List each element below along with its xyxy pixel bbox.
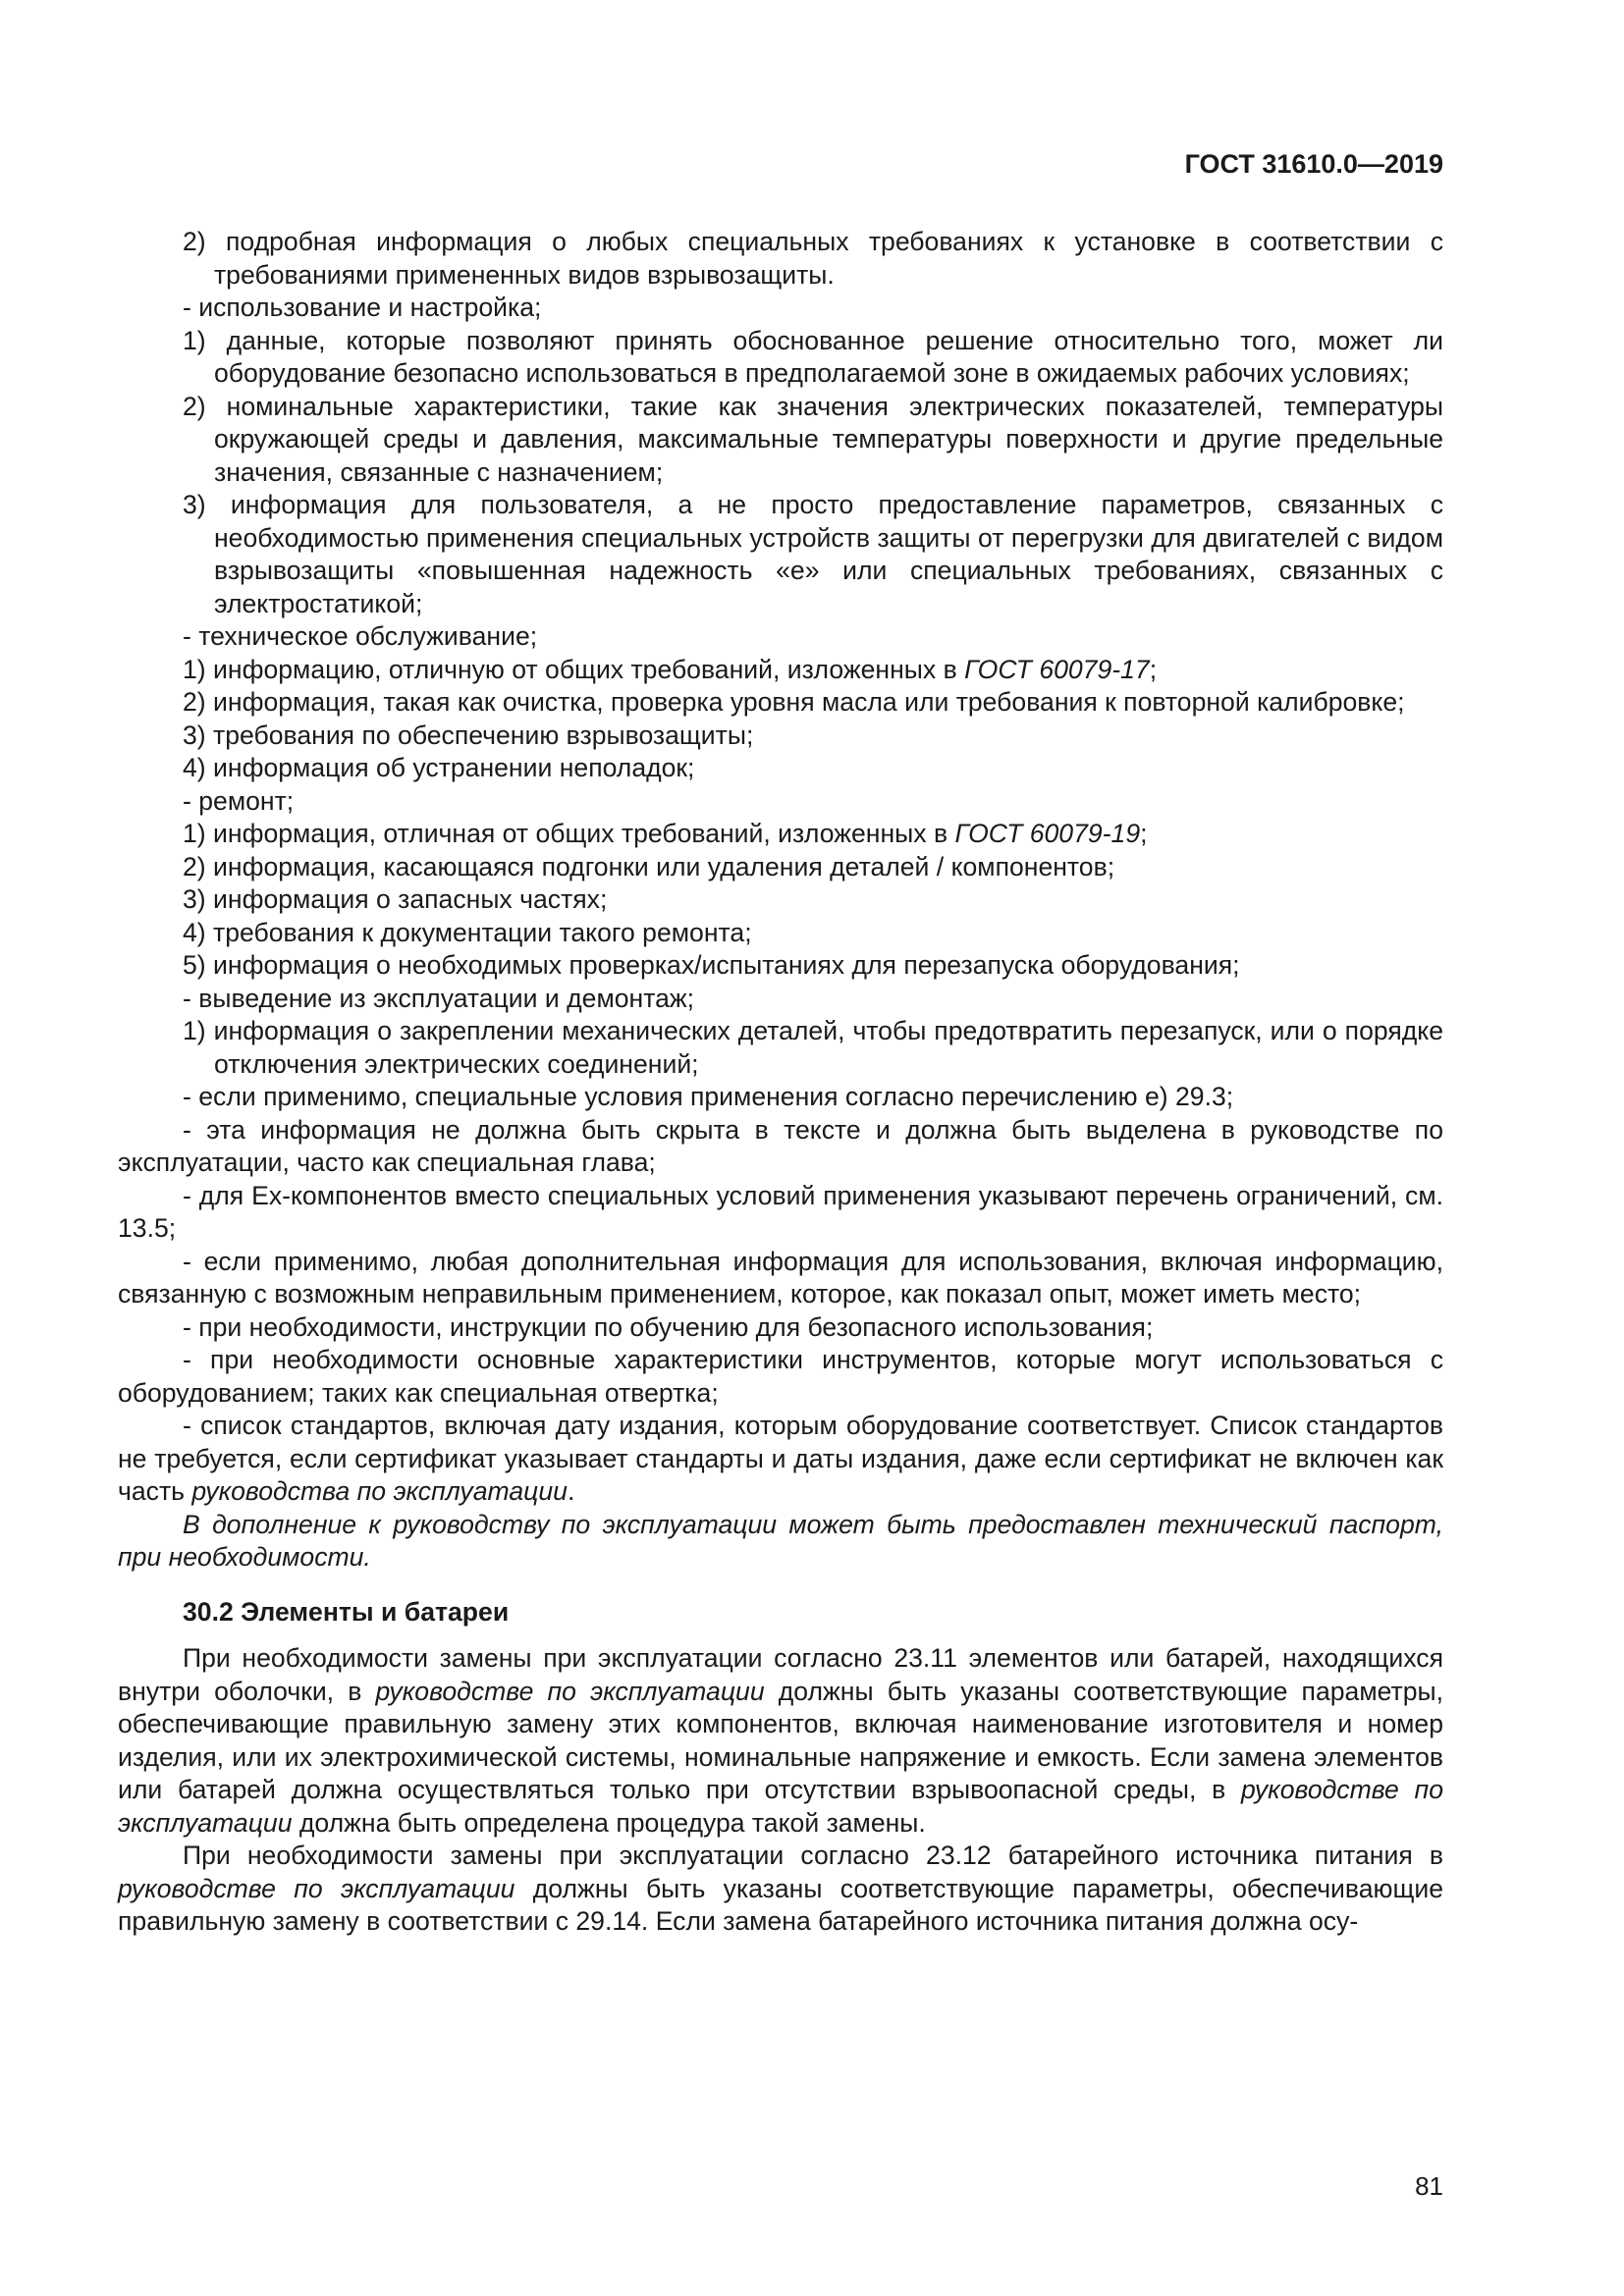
- italic-term: руководстве по эксплуатации: [118, 1775, 1443, 1838]
- italic-note: [118, 1509, 1443, 1575]
- list-item: 1) данные, которые позволяют принять обоснованное решение относительно того, может ли оборудование безопасно использоваться в предполагаемой зоне в ожидаемых рабочих условиях;: [183, 325, 1443, 388]
- standard-reference: ГОСТ 60079-17: [964, 654, 1150, 684]
- text-run: должна быть определена процедура такой замены.: [292, 1807, 926, 1838]
- list-item: 1) информация о закреплении механических деталей, чтобы предотвратить перезапуск, или о порядке отключения электрических соединений;: [183, 1016, 1443, 1079]
- list-item: - если применимо, любая дополнительная информация для использования, включая информацию, связанную с возможным неправильным применением, которое, как показал опыт, может иметь место;: [118, 1246, 1443, 1308]
- list-item: 4) информация об устранении неполадок;: [183, 753, 695, 782]
- list-item: 3) информация о запасных частях;: [183, 884, 608, 914]
- text-run: 1) информацию, отличную от общих требований, изложенных в: [183, 654, 965, 684]
- text-run: ;: [1149, 654, 1158, 684]
- list-item: - использование и настройка;: [183, 293, 542, 322]
- list-item: - если применимо, специальные условия применения согласно перечислению е) 29.3;: [183, 1082, 1234, 1111]
- text-run: При необходимости замены при эксплуатации согласно 23.12 батарейного источника питания в: [183, 1841, 1443, 1870]
- italic-note-text: В дополнение к руководству по эксплуатации может быть предоставлен технический паспорт, при необходимости.: [118, 1509, 1443, 1572]
- document-body: [118, 226, 1443, 1939]
- list-item: - при необходимости основные характеристики инструментов, которые могут использоваться с оборудованием; таких как специальная отвертка;: [118, 1345, 1443, 1408]
- document-header: ГОСТ 31610.0—2019: [1184, 149, 1443, 179]
- section-heading: 30.2 Элементы и батареи: [183, 1596, 510, 1627]
- text-run: - список стандартов, включая дату издания, которым оборудование соответствует. Список стандартов не требуется, если сертификат указывает стандарты и даты издания, даже если сертификат не включен как часть: [118, 1411, 1443, 1506]
- standard-reference: ГОСТ 60079-19: [954, 819, 1141, 848]
- italic-term: руководства по эксплуатации: [191, 1476, 568, 1506]
- list-item: 3) информация для пользователя, а не просто предоставление параметров, связанных с необходимостью применения специальных устройств защиты от перегрузки для двигателей с видом взрывозащиты «повышенная надежность «е» или специальных требованиях, связанных с электростатикой;: [183, 490, 1443, 618]
- text-run: 1) информация, отличная от общих требований, изложенных в: [183, 819, 955, 848]
- list-item: - техническое обслуживание;: [183, 621, 538, 651]
- list-item: 3) требования по обеспечению взрывозащиты;: [183, 720, 754, 750]
- list-item: 2) информация, касающаяся подгонки или удаления деталей / компонентов;: [183, 851, 1115, 881]
- italic-term: руководстве по эксплуатации: [118, 1873, 515, 1903]
- list-item: [118, 1410, 1443, 1509]
- list-item: - ремонт;: [183, 785, 295, 816]
- list-item: - для Ex-компонентов вместо специальных условий применения указывают перечень ограничений, см. 13.5;: [118, 1180, 1443, 1243]
- text-run: ;: [1140, 819, 1148, 848]
- list-item: 2) информация, такая как очистка, проверка уровня масла или требования к повторной калибровке;: [183, 687, 1405, 717]
- list-item: - эта информация не должна быть скрыта в тексте и должна быть выделена в руководстве по эксплуатации, часто как специальная глава;: [118, 1114, 1443, 1177]
- text-run: При необходимости замены при эксплуатации согласно 23.11 элементов или батарей, находящихся внутри оболочки, в: [118, 1643, 1443, 1706]
- text-run: должны быть указаны соответствующие параметры, обеспечивающие правильную замену этих компонентов, включая наименование изготовителя и номер изделия, или их электрохимической системы, номинальные напряжение и емкость. Если замена элементов или батарей должна осуществляться только при отсутствии взрывоопасной среды, в: [118, 1676, 1443, 1804]
- list-item: - при необходимости, инструкции по обучению для безопасного использования;: [183, 1311, 1154, 1342]
- list-item: 2) подробная информация о любых специальных требованиях к установке в соответствии с требованиями примененных видов взрывозащиты.: [183, 227, 1443, 290]
- text-run: должны быть указаны соответствующие параметры, обеспечивающие правильную замену в соответствии с 29.14. Если замена батарейного источника питания должна осу-: [118, 1873, 1443, 1936]
- italic-term: руководстве по эксплуатации: [375, 1676, 765, 1706]
- list-item: 5) информация о необходимых проверках/испытаниях для перезапуска оборудования;: [183, 950, 1240, 980]
- page-number: 81: [1415, 2171, 1443, 2201]
- list-item: - выведение из эксплуатации и демонтаж;: [183, 983, 695, 1013]
- list-item: [118, 818, 1443, 851]
- paragraph: [118, 1642, 1443, 1840]
- paragraph: [118, 1840, 1443, 1939]
- list-item: 2) номинальные характеристики, такие как значения электрических показателей, температуры окружающей среды и давления, максимальные температуры поверхности и другие предельные значения, связанные с назначением;: [183, 391, 1443, 487]
- list-item: [118, 654, 1443, 687]
- text-run: .: [567, 1476, 575, 1506]
- list-item: 4) требования к документации такого ремонта;: [183, 917, 752, 947]
